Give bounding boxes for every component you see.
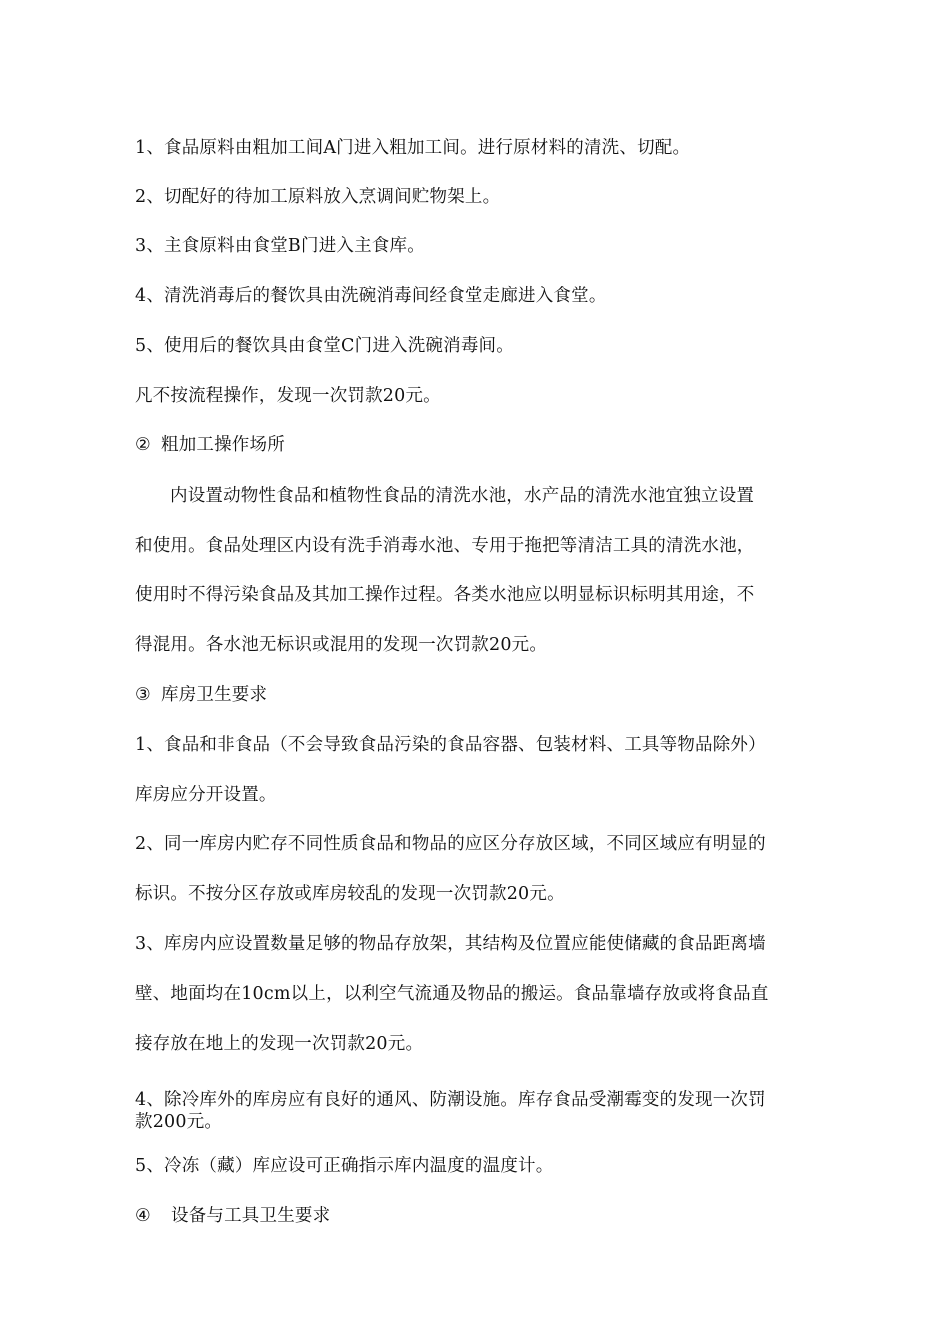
section-4-title: 设备与工具卫生要求 [171,1206,331,1226]
section-2-title: 粗加工操作场所 [161,435,285,455]
storage-item-2-line-1: 2、同一库房内贮存不同性质食品和物品的应区分存放区域，不同区域应有明显的 [135,834,766,854]
storage-item-3-line-2: 壁、地面均在10cm以上，以利空气流通及物品的搬运。食品靠墙存放或将食品直 [135,984,769,1004]
storage-item-4-line-2: 款200元。 [135,1112,223,1132]
section-2-line-3: 使用时不得污染食品及其加工操作过程。各类水池应以明显标识标明其用途，不 [135,585,755,605]
section-2-heading [135,434,825,456]
flow-penalty: 凡不按流程操作，发现一次罚款20元。 [135,386,441,406]
storage-item-4-line-1: 4、除冷库外的库房应有良好的通风、防潮设施。库存食品受潮霉变的发现一次罚 [135,1090,766,1110]
storage-item-2-line-2: 标识。不按分区存放或库房较乱的发现一次罚款20元。 [135,884,565,904]
storage-item-3-line-3: 接存放在地上的发现一次罚款20元。 [135,1034,424,1054]
section-2-marker: ② [135,435,151,455]
section-3-title: 库房卫生要求 [161,685,268,705]
section-2-line-1: 内设置动物性食品和植物性食品的清洗水池，水产品的清洗水池宜独立设置 [170,486,755,506]
flow-item-1: 1、食品原料由粗加工间A门进入粗加工间。进行原材料的清洗、切配。 [135,138,691,158]
storage-item-1-line-2: 库房应分开设置。 [135,785,277,805]
flow-item-4: 4、清洗消毒后的餐饮具由洗碗消毒间经食堂走廊进入食堂。 [135,286,607,306]
section-2-line-2: 和使用。食品处理区内设有洗手消毒水池、专用于拖把等清洁工具的清洗水池， [135,536,755,556]
flow-item-5: 5、使用后的餐饮具由食堂C门进入洗碗消毒间。 [135,336,514,356]
section-2-line-4: 得混用。各水池无标识或混用的发现一次罚款20元。 [135,635,548,655]
storage-item-3-line-1: 3、库房内应设置数量足够的物品存放架，其结构及位置应能使储藏的食品距离墙 [135,934,766,954]
section-3-heading [135,684,825,706]
flow-item-3: 3、主食原料由食堂B门进入主食库。 [135,236,425,256]
storage-item-1-line-1: 1、食品和非食品（不会导致食品污染的食品容器、包装材料、工具等物品除外） [135,735,766,755]
section-3-marker: ③ [135,685,151,705]
section-4-marker: ④ [135,1206,151,1226]
section-4-heading [135,1205,825,1227]
flow-item-2: 2、切配好的待加工原料放入烹调间贮物架上。 [135,187,501,207]
storage-item-5: 5、冷冻（藏）库应设可正确指示库内温度的温度计。 [135,1156,554,1176]
